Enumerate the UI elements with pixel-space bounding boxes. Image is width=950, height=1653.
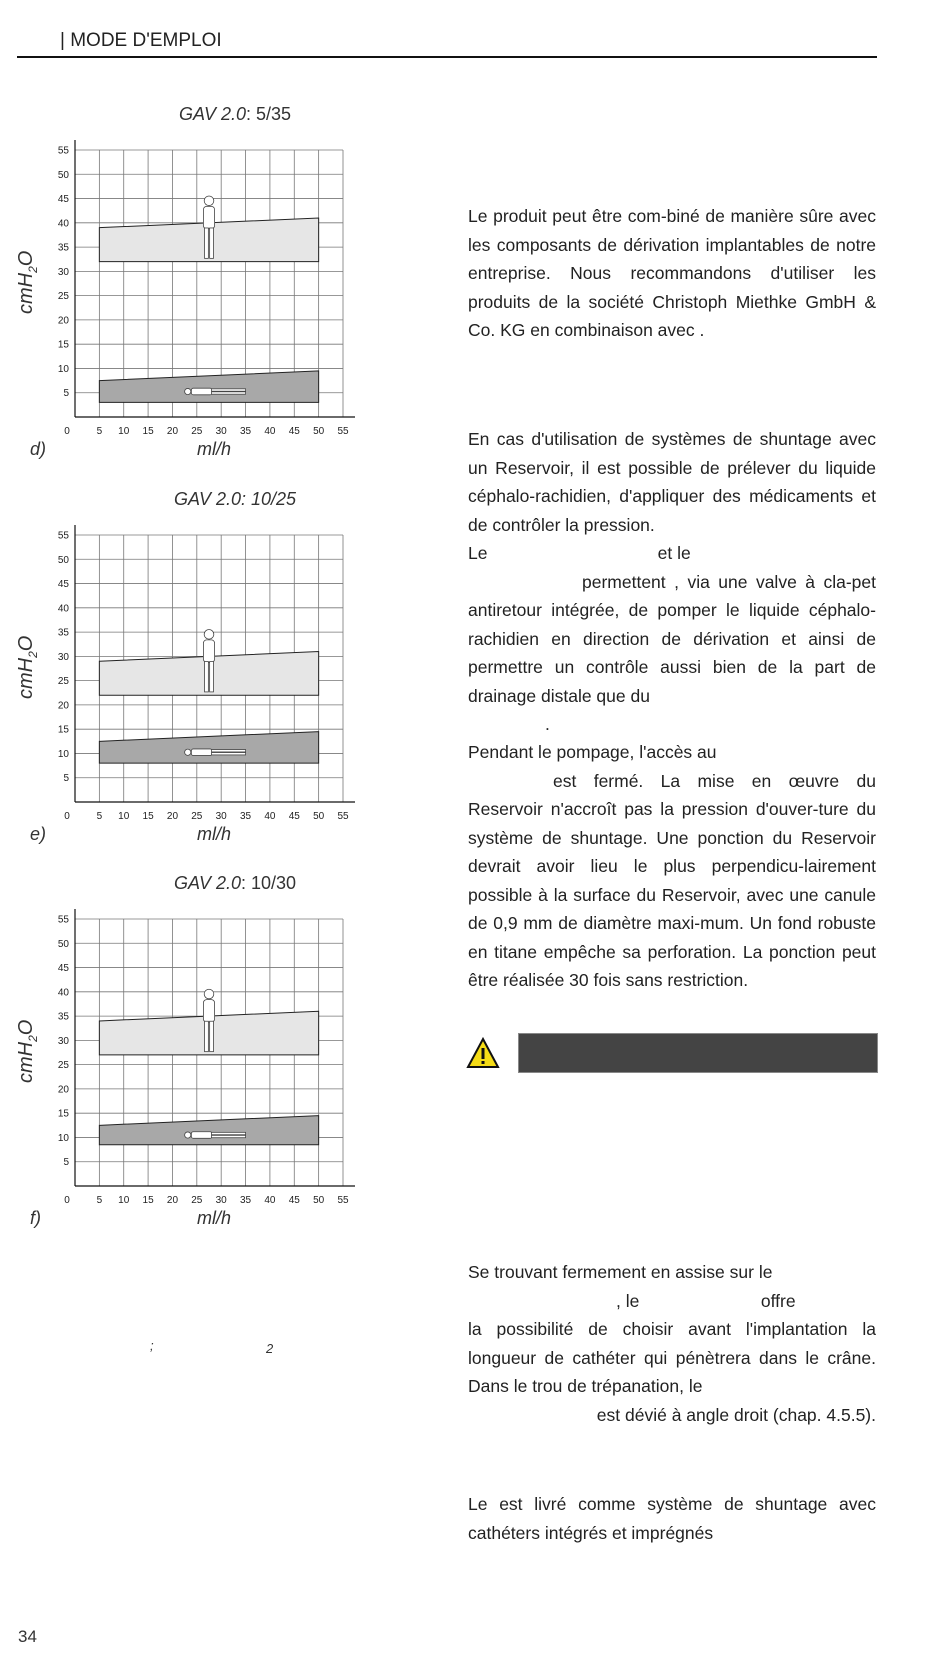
y-tick-label: 35: [57, 627, 69, 639]
y-tick-label: 20: [57, 1084, 69, 1096]
x-axis-label: ml/h: [197, 1208, 232, 1228]
page-header: | MODE D'EMPLOI: [60, 30, 222, 51]
x-tick-label: 55: [337, 1195, 349, 1206]
y-tick-label: 35: [57, 242, 69, 254]
chart-plot: [25, 104, 385, 444]
horizontal-band: [99, 732, 318, 764]
header-rule: [17, 56, 877, 58]
horizontal-band: [99, 371, 318, 403]
paragraph: En cas d'utilisation de systèmes de shuntage avec un Reservoir, il est possible de prélever du liquide céphalo-rachidien, d'appliquer des médicaments et de contrôler la pression.: [468, 429, 876, 535]
figure-head: [204, 989, 214, 999]
x-tick-label: 0: [64, 811, 70, 822]
chart-plot: [25, 489, 385, 829]
figure-torso: [191, 749, 212, 756]
figure-torso: [203, 640, 214, 662]
chart-title-model: GAV 2.0: 10/25: [173, 489, 297, 509]
figure-leg: [212, 750, 246, 752]
chart-title-setting: : 10/30: [241, 873, 297, 893]
y-tick-label: 25: [57, 1060, 69, 1072]
x-tick-label: 30: [215, 811, 227, 822]
x-tick-label: 15: [142, 1195, 154, 1206]
figure-head: [185, 1132, 191, 1138]
y-tick-label: 50: [57, 938, 69, 950]
chart-e: [15, 489, 385, 859]
x-tick-label: 45: [288, 1195, 300, 1206]
paragraph: .: [545, 714, 550, 734]
chart-d: [15, 104, 385, 474]
x-tick-label: 45: [288, 811, 300, 822]
figure-leg: [212, 1132, 246, 1134]
x-tick-label: 20: [166, 1195, 179, 1206]
paragraph: Le et le: [468, 543, 691, 563]
stray-subscript: 2: [266, 1341, 274, 1356]
y-tick-label: 30: [57, 651, 69, 663]
paragraph: est dévié à angle droit (chap. 4.5.5).: [596, 1404, 876, 1425]
y-tick-label: 10: [57, 748, 69, 760]
x-tick-label: 10: [118, 811, 130, 822]
x-tick-label: 40: [264, 811, 276, 822]
x-tick-label: 30: [215, 426, 227, 437]
chart-letter: d): [30, 439, 47, 459]
figure-leg: [212, 753, 246, 755]
x-tick-label: 15: [142, 426, 154, 437]
figure-leg: [212, 392, 246, 394]
paragraph: Le est livré comme système de shuntage avec cathéters intégrés et imprégnés: [468, 1494, 876, 1543]
y-tick-label: 10: [57, 363, 69, 375]
paragraph: , le offre: [616, 1290, 796, 1311]
y-tick-label: 20: [57, 700, 69, 712]
x-tick-label: 25: [191, 1195, 203, 1206]
paragraph: Se trouvant fermement en assise sur le: [468, 1262, 773, 1282]
x-tick-label: 25: [191, 426, 203, 437]
x-tick-label: 50: [313, 811, 325, 822]
chart-title-model: GAV 2.0: [173, 873, 241, 893]
paragraph: la possibilité de choisir avant l'implantation la longueur de cathéter qui pénètrera dans le crâne. Dans le trou de trépanation, le: [468, 1319, 876, 1396]
figure-leg: [210, 228, 214, 258]
y-tick-label: 30: [57, 266, 69, 278]
x-tick-label: 35: [239, 811, 252, 822]
y-tick-label: 10: [57, 1132, 69, 1144]
warning-triangle-icon: [466, 1037, 500, 1069]
stray-semicolon: ;: [150, 1338, 154, 1353]
figure-leg: [212, 389, 246, 391]
chart-letter: f): [30, 1208, 41, 1228]
x-tick-label: 35: [239, 1195, 252, 1206]
x-tick-label: 55: [337, 426, 349, 437]
x-tick-label: 10: [118, 426, 130, 437]
patient-figures: [185, 989, 246, 1138]
figure-leg: [205, 228, 209, 258]
chart-f: [15, 873, 385, 1243]
y-tick-label: 40: [57, 603, 69, 615]
y-tick-label: 30: [57, 1035, 69, 1047]
x-axis-label: ml/h: [197, 439, 232, 459]
text-block-1: [468, 202, 876, 345]
x-tick-label: 35: [239, 426, 252, 437]
figure-leg: [205, 1021, 209, 1051]
figure-head: [204, 630, 214, 640]
y-axis-label: cmH$_2$O: [15, 250, 40, 314]
y-tick-label: 55: [57, 145, 69, 157]
y-axis-label: cmH$_2$O: [15, 1019, 40, 1083]
x-tick-label: 0: [64, 426, 70, 437]
x-tick-label: 50: [313, 1195, 325, 1206]
y-tick-label: 20: [57, 315, 69, 327]
figure-head: [204, 196, 214, 206]
y-tick-label: 50: [57, 554, 69, 566]
y-tick-label: 50: [57, 169, 69, 181]
y-tick-label: 15: [57, 1108, 69, 1120]
figure-torso: [191, 388, 212, 395]
y-tick-label: 15: [57, 339, 69, 351]
y-tick-label: 5: [63, 773, 69, 785]
figure-torso: [191, 1132, 212, 1139]
x-tick-label: 50: [313, 426, 325, 437]
y-axis-label: cmH$_2$O: [15, 635, 40, 699]
x-tick-label: 5: [96, 426, 103, 437]
y-tick-label: 55: [57, 530, 69, 542]
y-tick-label: 45: [57, 579, 69, 591]
y-tick-label: 5: [63, 1157, 69, 1169]
x-axis-label: ml/h: [197, 824, 232, 844]
figure-leg: [210, 1021, 214, 1051]
x-tick-label: 55: [337, 811, 349, 822]
paragraph: permettent , via une valve à cla-pet antiretour intégrée, de pomper le liquide céphalo-rachidien en direction de dérivation et ainsi de permettre un contrôle aussi bien de la part de drainage distale que du: [468, 571, 876, 706]
x-tick-label: 25: [191, 811, 203, 822]
figure-torso: [203, 1000, 214, 1022]
warning-title-bar: [518, 1033, 878, 1073]
warning-box: [466, 1033, 880, 1075]
y-tick-label: 15: [57, 724, 69, 736]
x-tick-label: 30: [215, 1195, 227, 1206]
paragraph: est fermé. La mise en œuvre du Reservoir n'accroît pas la pression d'ouver-ture du système de shuntage. Une ponction du Reservoir devrait avoir lieu le plus perpendicu-lairement possible à la surface du Reservoir, avec une canule de 0,9 mm de diamètre maxi-mum. Un fond robuste en titane empêche sa perforation. La ponction peut être réalisée 30 fois sans restriction.: [468, 770, 876, 990]
x-tick-label: 0: [64, 1195, 70, 1206]
y-tick-label: 25: [57, 291, 69, 303]
paragraph: Pendant le pompage, l'accès au: [468, 742, 717, 762]
x-tick-label: 15: [142, 811, 154, 822]
x-tick-label: 5: [96, 811, 103, 822]
x-tick-label: 40: [264, 1195, 276, 1206]
y-tick-label: 40: [57, 218, 69, 230]
chart-plot: [25, 873, 385, 1213]
x-tick-label: 20: [166, 426, 179, 437]
chart-title-model: GAV 2.0: [178, 104, 246, 124]
figure-leg: [210, 662, 214, 692]
figure-leg: [212, 1135, 246, 1137]
y-tick-label: 35: [57, 1011, 69, 1023]
x-tick-label: 10: [118, 1195, 130, 1206]
x-tick-label: 5: [96, 1195, 103, 1206]
figure-head: [185, 388, 191, 394]
chart-title-setting: : 5/35: [246, 104, 292, 124]
text-block-2: [468, 425, 876, 995]
y-tick-label: 40: [57, 987, 69, 999]
figure-torso: [203, 206, 214, 228]
y-tick-label: 25: [57, 676, 69, 688]
y-tick-label: 5: [63, 388, 69, 400]
x-tick-label: 45: [288, 426, 300, 437]
horizontal-band: [99, 1116, 318, 1145]
text-block-4: [468, 1490, 876, 1547]
paragraph: Le produit peut être com-biné de manière sûre avec les composants de dérivation implantables de notre entreprise. Nous recommandons d'utiliser les produits de la société Christoph Miethke GmbH & Co. KG en combinaison avec .: [468, 206, 876, 340]
y-tick-label: 45: [57, 194, 69, 206]
y-tick-label: 45: [57, 963, 69, 975]
x-tick-label: 40: [264, 426, 276, 437]
y-tick-label: 55: [57, 914, 69, 926]
text-block-3: [468, 1258, 876, 1429]
figure-leg: [205, 662, 209, 692]
page-number: 34: [18, 1627, 37, 1646]
chart-letter: e): [30, 824, 47, 844]
figure-head: [185, 749, 191, 755]
x-tick-label: 20: [166, 811, 179, 822]
